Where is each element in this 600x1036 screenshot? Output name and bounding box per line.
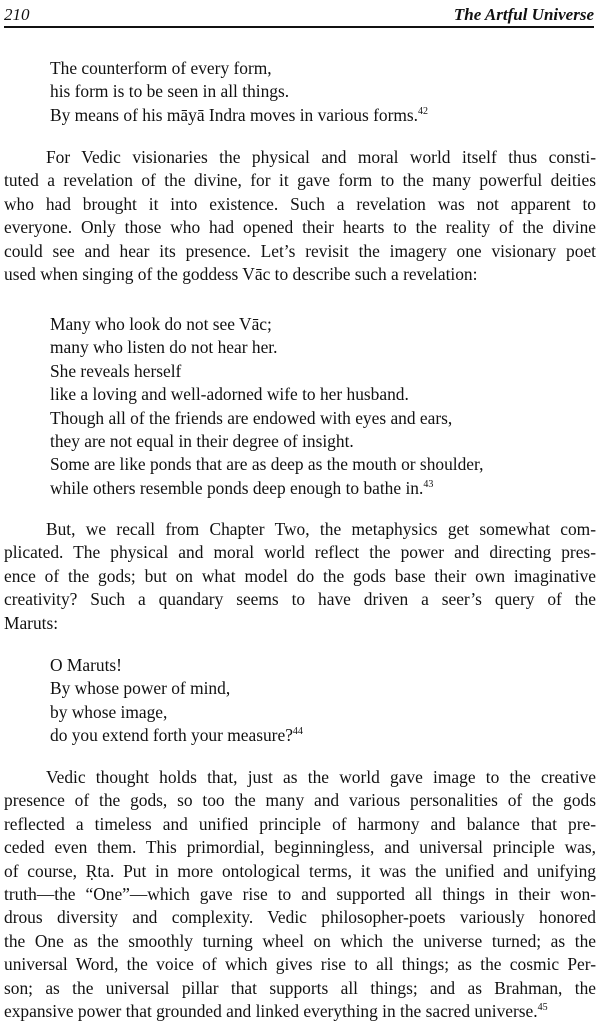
paragraph-line: drous diversity and complexity. Vedic philosopher-poets variously honored bbox=[4, 907, 596, 928]
footnote-marker: 42 bbox=[418, 105, 429, 117]
verse-line: Many who look do not see Vāc; bbox=[50, 314, 272, 334]
paragraph-line: plicated. The physical and moral world reflect the power and directing pres- bbox=[4, 542, 596, 563]
verse-line: By means of his māyā Indra moves in various forms.$^{42}$ bbox=[50, 104, 429, 125]
paragraph-line: tuted a revelation of the divine, for it gave form to the many powerful deities bbox=[4, 170, 596, 191]
verse-line: many who listen do not hear her. bbox=[50, 337, 278, 358]
paragraph-line: For Vedic visionaries the physical and moral world itself thus consti- bbox=[46, 147, 596, 167]
verse-line: while others resemble ponds deep enough to bathe in.$^{43}$ bbox=[50, 477, 434, 498]
verse-line: She reveals herself bbox=[50, 360, 182, 381]
verse-line: by whose image, bbox=[50, 701, 168, 722]
paragraph-line: ceded even them. This primordial, beginningless, and universal principle was, bbox=[4, 837, 596, 858]
paragraph-line: who had brought it into existence. Such a revelation was not apparent to bbox=[4, 193, 596, 214]
page-header bbox=[4, 4, 594, 28]
paragraph-line: of course, Ṛta. Put in more ontological terms, it was the unified and unifying bbox=[4, 860, 596, 881]
running-title: The Artful Universe bbox=[453, 5, 594, 24]
verse-line: Though all of the friends are endowed with eyes and ears, bbox=[50, 407, 453, 428]
verse-line: do you extend forth your measure?$^{44}$ bbox=[50, 725, 303, 746]
verse-quote-maya bbox=[4, 57, 596, 127]
paragraph-metaphysics bbox=[4, 518, 596, 635]
paragraph-line: truth—the “One”—which gave rise to and supported all things in their won- bbox=[4, 883, 596, 904]
paragraph-vedic-visionaries bbox=[4, 146, 596, 286]
verse-quote-vac bbox=[4, 313, 596, 500]
page-number: 210 bbox=[4, 5, 30, 24]
paragraph-line: Maruts: bbox=[4, 612, 59, 633]
verse-quote-maruts bbox=[4, 654, 596, 748]
verse-line: Some are like ponds that are as deep as the mouth or shoulder, bbox=[50, 454, 484, 475]
paragraph-line: the One as the smoothly turning wheel on which the universe turned; as the bbox=[4, 930, 596, 951]
verse-line: like a loving and well-adorned wife to her husband. bbox=[50, 384, 409, 405]
verse-line: The counterform of every form, bbox=[50, 58, 272, 78]
paragraph-line: ence of the gods; but on what model do the gods base their own imaginative bbox=[4, 565, 596, 586]
paragraph-line: presence of the gods, so too the many and various personalities of the gods bbox=[4, 790, 596, 811]
paragraph-line: son; as the universal pillar that supports all things; and as Brahman, the bbox=[4, 977, 596, 998]
paragraph-line: But, we recall from Chapter Two, the metaphysics get somewhat com- bbox=[46, 519, 596, 539]
paragraph-line: expansive power that grounded and linked everything in the sacred universe.$^{45}$ bbox=[4, 1000, 548, 1021]
verse-line: his form is to be seen in all things. bbox=[50, 81, 290, 102]
paragraph-line: could see and hear its presence. Let’s revisit the imagery one visionary poet bbox=[4, 240, 596, 261]
paragraph-rta bbox=[4, 766, 596, 1023]
verse-line: O Maruts! bbox=[50, 655, 122, 675]
footnote-marker: 43 bbox=[423, 478, 434, 490]
paragraph-line: used when singing of the goddess Vāc to describe such a revelation: bbox=[4, 263, 478, 284]
verse-line: By whose power of mind, bbox=[50, 678, 231, 699]
paragraph-line: creativity? Such a quandary seems to have driven a seer’s query of the bbox=[4, 589, 596, 610]
verse-line: they are not equal in their degree of insight. bbox=[50, 430, 354, 451]
paragraph-line: reflected a timeless and unified principle of harmony and balance that pre- bbox=[4, 813, 596, 834]
footnote-marker: 44 bbox=[292, 726, 303, 738]
paragraph-line: everyone. Only those who had opened their hearts to the reality of the divine bbox=[4, 217, 596, 238]
paragraph-line: universal Word, the voice of which gives rise to all things; as the cosmic Per- bbox=[4, 954, 596, 975]
paragraph-line: Vedic thought holds that, just as the world gave image to the creative bbox=[46, 767, 596, 787]
footnote-marker: 45 bbox=[537, 1002, 548, 1014]
